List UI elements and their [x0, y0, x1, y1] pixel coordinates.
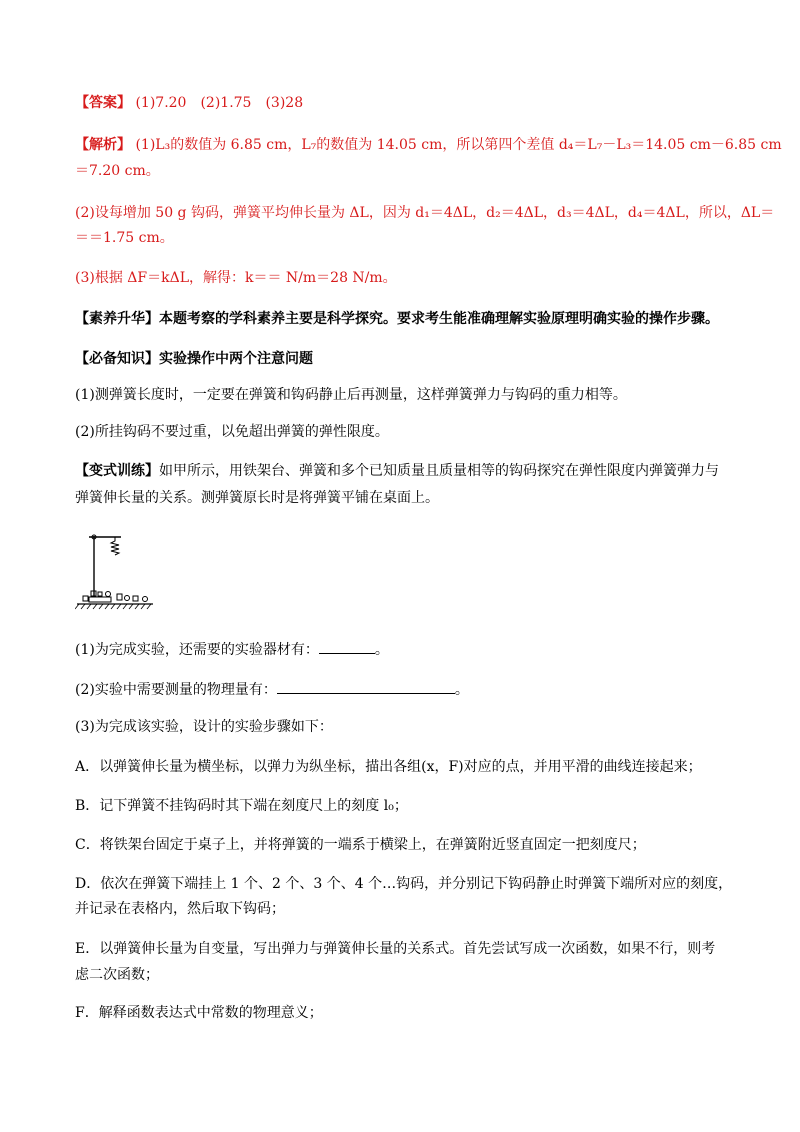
knowledge-heading: 【必备知识】实验操作中两个注意问题: [75, 351, 313, 367]
iron-stand-figure: [75, 528, 155, 613]
exercise-label: 【变式训练】: [75, 463, 159, 479]
analysis-line-3: (2)设每增加 50 g 钩码，弹簧平均伸长量为 ΔL，因为 d₁＝4ΔL，d₂＝4ΔL，d₃＝4ΔL，d₄＝4ΔL，所以，ΔL＝: [75, 205, 775, 221]
analysis-line-2: ＝7.20 cm。: [75, 163, 160, 179]
step-e-line-1: E．以弹簧伸长量为自变量，写出弹力与弹簧伸长量的关系式。首先尝试写成一次函数，如果不行，则考: [75, 941, 716, 957]
step-f: F．解释函数表达式中常数的物理意义；: [75, 1005, 323, 1021]
question-2-end: 。: [454, 682, 469, 698]
step-b: B．记下弹簧不挂钩码时其下端在刻度尺上的刻度 l₀；: [75, 798, 408, 814]
answer-text: (1)7.20 (2)1.75 (3)28: [135, 95, 304, 111]
literacy-paragraph: 【素养升华】本题考察的学科素养主要是科学探究。要求考生能准确理解实验原理明确实验的操作步骤。: [75, 311, 719, 327]
knowledge-item-1: (1)测弹簧长度时，一定要在弹簧和钩码静止后再测量，这样弹簧弹力与钩码的重力相等。: [75, 387, 627, 403]
analysis-label: 【解析】: [75, 137, 131, 153]
step-a: A．以弹簧伸长量为横坐标，以弹力为纵坐标，描出各组(x，F)对应的点，并用平滑的曲线连接起来；: [75, 759, 702, 775]
exercise-line-1: [75, 462, 725, 480]
question-1-blank[interactable]: [319, 640, 375, 654]
question-2-text: (2)实验中需要测量的物理量有：: [75, 682, 277, 698]
analysis-line-5: (3)根据 ΔF＝kΔL，解得：k＝＝ N/m＝28 N/m。: [75, 270, 397, 286]
knowledge-item-2: (2)所挂钩码不要过重，以免超出弹簧的弹性限度。: [75, 424, 389, 440]
step-e-line-2: 虑二次函数；: [75, 967, 159, 983]
answer-label: 【答案】: [75, 95, 131, 111]
exercise-line-2: 弹簧伸长量的关系。测弹簧原长时是将弹簧平铺在桌面上。: [75, 490, 439, 506]
question-2-blank[interactable]: [277, 680, 455, 694]
step-c: C．将铁架台固定于桌子上，并将弹簧的一端系于横梁上，在弹簧附近竖直固定一把刻度尺；: [75, 837, 646, 853]
step-d-line-2: 并记录在表格内，然后取下钩码；: [75, 901, 285, 917]
question-1-end: 。: [374, 642, 389, 658]
answer-line: [75, 94, 725, 112]
exercise-text-1: 如甲所示，用铁架台、弹簧和多个已知质量且质量相等的钩码探究在弹性限度内弹簧弹力与: [159, 463, 719, 479]
step-d-line-1: D．依次在弹簧下端挂上 1 个、2 个、3 个、4 个…钩码，并分别记下钩码静止时弹簧下端所对应的刻度，: [75, 876, 733, 892]
question-3: (3)为完成该实验，设计的实验步骤如下：: [75, 719, 333, 735]
question-1: [75, 640, 725, 659]
analysis-text-1: (1)L₃的数值为 6.85 cm，L₇的数值为 14.05 cm，所以第四个差值 d₄＝L₇－L₃＝14.05 cm－6.85 cm: [135, 137, 782, 153]
question-1-text: (1)为完成实验，还需要的实验器材有：: [75, 642, 319, 658]
question-2: [75, 680, 725, 699]
analysis-line-1: [75, 136, 782, 154]
analysis-line-4: ＝＝1.75 cm。: [75, 230, 174, 246]
